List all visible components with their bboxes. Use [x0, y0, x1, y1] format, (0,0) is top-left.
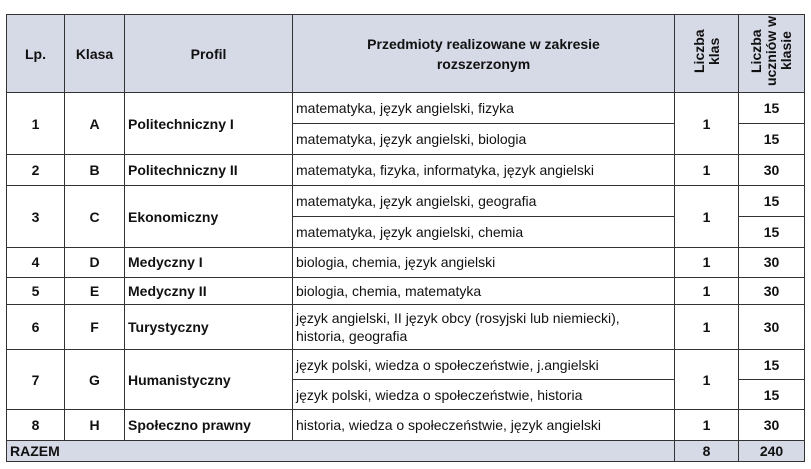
- subjects-cell: język angielski, II język obcy (rosyjski lub niemiecki), historia, geografia: [293, 304, 675, 349]
- profil-cell: Społeczno prawny: [125, 410, 293, 441]
- liczba-uczniow-cell: 30: [739, 410, 805, 441]
- klasa-cell: C: [65, 186, 125, 248]
- subjects-cell: biologia, chemia, język angielski: [293, 248, 675, 278]
- liczba-uczniow-cell: 15: [739, 217, 805, 248]
- header-liczba-uczniow: [739, 15, 805, 93]
- subjects-cell: matematyka, język angielski, biologia: [293, 124, 675, 155]
- liczba-klas-cell: 1: [675, 155, 739, 186]
- lp-cell: 6: [7, 304, 65, 349]
- profil-cell: Turystyczny: [125, 304, 293, 349]
- liczba-uczniow-cell: 15: [739, 186, 805, 217]
- liczba-uczniow-cell: 15: [739, 380, 805, 410]
- profil-cell: Politechniczny II: [125, 155, 293, 186]
- lp-cell: 2: [7, 155, 65, 186]
- total-liczba-klas: 8: [675, 441, 739, 462]
- lp-cell: 4: [7, 248, 65, 278]
- total-liczba-uczniow: 240: [739, 441, 805, 462]
- lp-cell: 1: [7, 93, 65, 155]
- lp-cell: 8: [7, 410, 65, 441]
- profil-cell: Ekonomiczny: [125, 186, 293, 248]
- liczba-uczniow-cell: 30: [739, 277, 805, 304]
- klasa-cell: A: [65, 93, 125, 155]
- table-row: [7, 93, 805, 124]
- header-lp: Lp.: [7, 15, 65, 93]
- class-profile-table: [6, 14, 805, 462]
- table-row: [7, 410, 805, 441]
- klasa-cell: B: [65, 155, 125, 186]
- subjects-cell: matematyka, język angielski, geografia: [293, 186, 675, 217]
- subjects-cell: język polski, wiedza o społeczeństwie, j.angielski: [293, 350, 675, 380]
- profil-cell: Humanistyczny: [125, 350, 293, 410]
- header-liczba-klas: [675, 15, 739, 93]
- subjects-cell: matematyka, język angielski, fizyka: [293, 93, 675, 124]
- total-row: [7, 441, 805, 462]
- lp-cell: 3: [7, 186, 65, 248]
- liczba-klas-cell: 1: [675, 277, 739, 304]
- klasa-cell: E: [65, 277, 125, 304]
- liczba-uczniow-cell: 15: [739, 350, 805, 380]
- lp-cell: 7: [7, 350, 65, 410]
- header-liczba-uczniow-text: Liczba uczniów w klasie: [748, 16, 794, 86]
- lp-cell: 5: [7, 277, 65, 304]
- subjects-cell: matematyka, fizyka, informatyka, język angielski: [293, 155, 675, 186]
- table-row: [7, 304, 805, 349]
- table-row: [7, 350, 805, 380]
- profil-cell: Politechniczny I: [125, 93, 293, 155]
- profil-cell: Medyczny I: [125, 248, 293, 278]
- liczba-uczniow-cell: 30: [739, 155, 805, 186]
- klasa-cell: D: [65, 248, 125, 278]
- table-row: [7, 248, 805, 278]
- subjects-cell: historia, wiedza o społeczeństwie, język angielski: [293, 410, 675, 441]
- subjects-cell: matematyka, język angielski, chemia: [293, 217, 675, 248]
- klasa-cell: F: [65, 304, 125, 349]
- profil-cell: Medyczny II: [125, 277, 293, 304]
- liczba-uczniow-cell: 30: [739, 304, 805, 349]
- subjects-cell: biologia, chemia, matematyka: [293, 277, 675, 304]
- liczba-klas-cell: 1: [675, 186, 739, 248]
- klasa-cell: G: [65, 350, 125, 410]
- table-row: [7, 277, 805, 304]
- liczba-klas-cell: 1: [675, 248, 739, 278]
- liczba-uczniow-cell: 30: [739, 248, 805, 278]
- subjects-cell: język polski, wiedza o społeczeństwie, historia: [293, 380, 675, 410]
- table-row: [7, 186, 805, 217]
- liczba-klas-cell: 1: [675, 410, 739, 441]
- header-klasa: Klasa: [65, 15, 125, 93]
- header-liczba-klas-text: Liczba klas: [690, 29, 722, 73]
- header-profil: Profil: [125, 15, 293, 93]
- klasa-cell: H: [65, 410, 125, 441]
- liczba-uczniow-cell: 15: [739, 93, 805, 124]
- liczba-uczniow-cell: 15: [739, 124, 805, 155]
- liczba-klas-cell: 1: [675, 350, 739, 410]
- header-przedmioty: Przedmioty realizowane w zakresie rozszerzonym: [293, 15, 675, 93]
- liczba-klas-cell: 1: [675, 93, 739, 155]
- table-row: [7, 155, 805, 186]
- header-row: [7, 15, 805, 93]
- liczba-klas-cell: 1: [675, 304, 739, 349]
- total-label: RAZEM: [7, 441, 675, 462]
